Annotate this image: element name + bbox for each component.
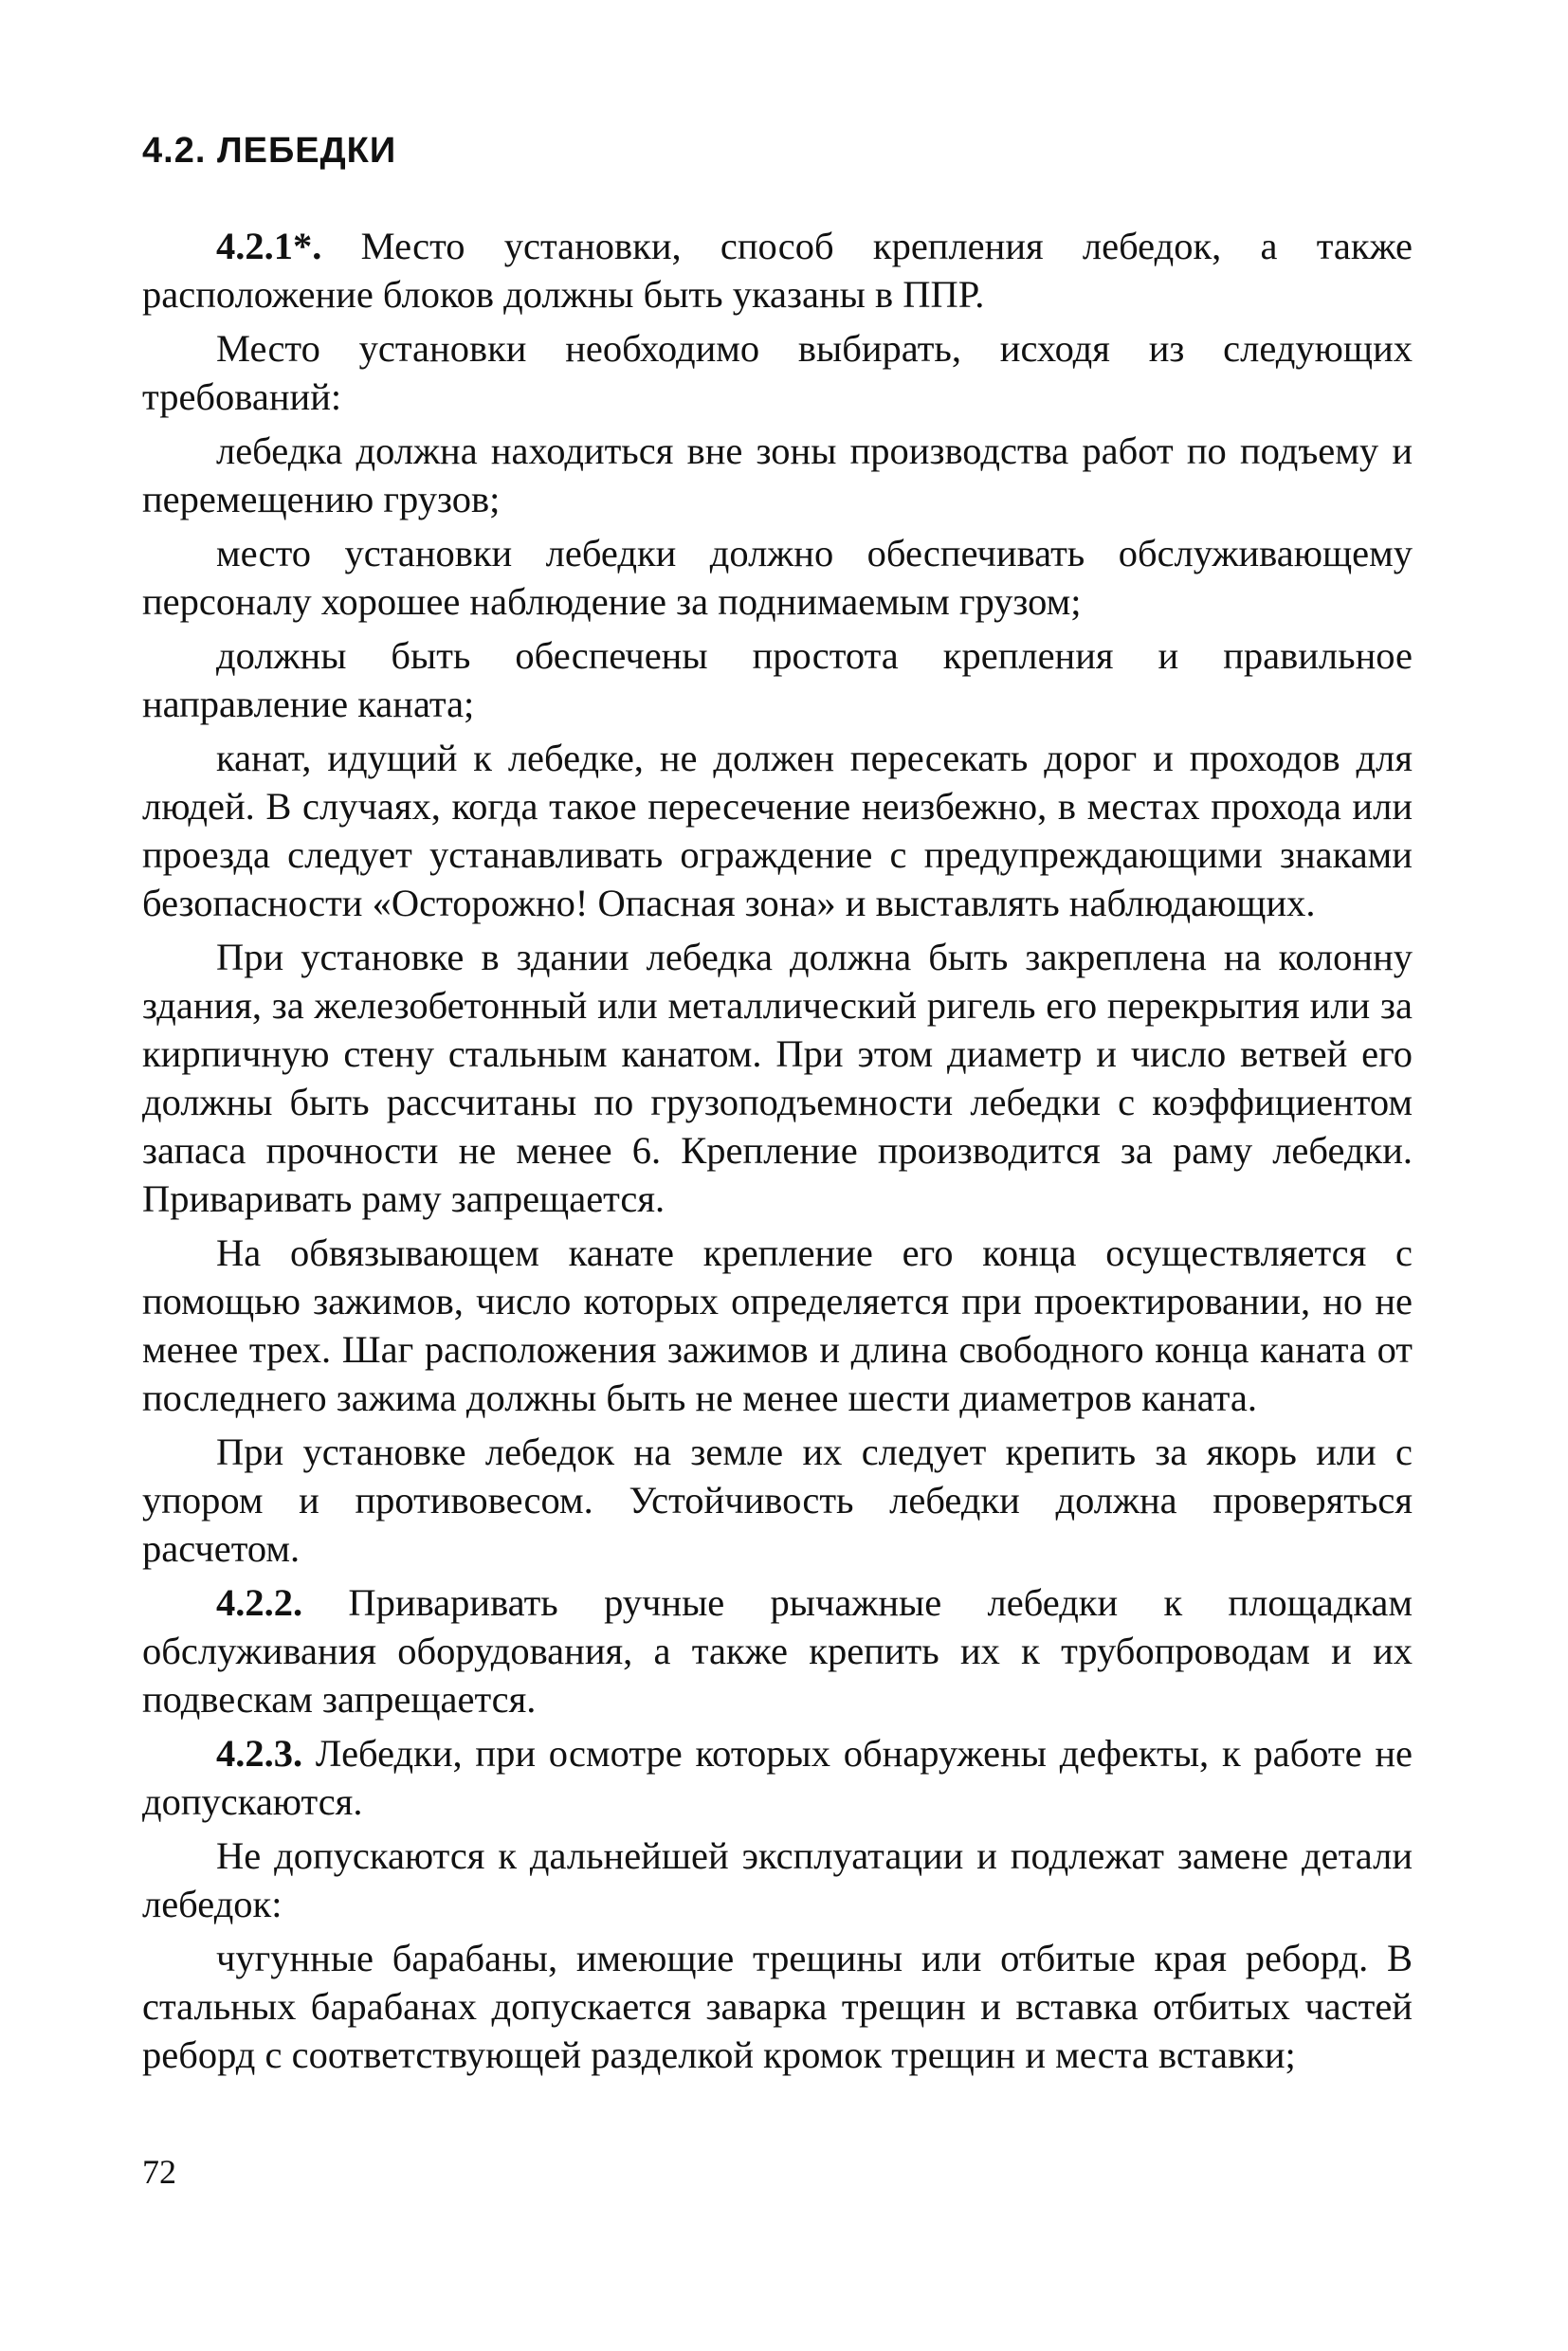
paragraph [142,1729,1413,1826]
paragraph-text: Приваривать ручные рычажные лебедки к площадкам обслуживания оборудования, а также крепить их к трубопроводам и их подвескам запрещается. [142,1581,1413,1721]
paragraph [142,1428,1413,1573]
paragraph [142,933,1413,1223]
paragraph [142,324,1413,421]
clause-number: 4.2.3. [216,1732,303,1775]
paragraph [142,1229,1413,1422]
paragraph-text: Место установки, способ крепления лебедок, а также расположение блоков должны быть указаны в ППР. [142,225,1413,316]
section-heading: 4.2. ЛЕБЕДКИ [142,131,397,171]
paragraph-text: Место установки необходимо выбирать, исходя из следующих требований: [142,327,1413,418]
paragraph [142,529,1413,626]
body-text [142,222,1413,2079]
paragraph [142,222,1413,319]
paragraph-text: При установке в здании лебедка должна быть закреплена на колонну здания, за железобетонный или металлический ригель его перекрытия или за кирпичную стену стальным канатом. При этом диаметр и число ветвей его должны быть рассчитаны по грузоподъемности лебедки с коэффициентом запаса прочности не менее 6. Крепление производится за раму лебедки. Приваривать раму запрещается. [142,936,1413,1220]
paragraph-text: канат, идущий к лебедке, не должен пересекать дорог и проходов для людей. В случаях, когда такое пересечение неизбежно, в местах прохода или проезда следует устанавливать ограждение с предупреждающими знаками безопасности «Осторожно! Опасная зона» и выставлять наблюдающих. [142,737,1413,924]
paragraph-text: должны быть обеспечены простота крепления и правильное направление каната; [142,634,1413,725]
paragraph-text: лебедка должна находиться вне зоны производства работ по подъему и перемещению грузов; [142,429,1413,520]
paragraph-text: На обвязывающем канате крепление его конца осуществляется с помощью зажимов, число которых определяется при проектировании, но не менее трех. Шаг расположения зажимов и длина свободного конца каната от последнего зажима должны быть не менее шести диаметров каната. [142,1231,1413,1419]
paragraph [142,427,1413,523]
paragraph-text: Не допускаются к дальнейшей эксплуатации и подлежат замене детали лебедок: [142,1834,1413,1925]
page-number: 72 [142,2153,176,2191]
paragraph [142,1934,1413,2079]
page-content [142,133,1413,2085]
paragraph-text: место установки лебедки должно обеспечивать обслуживающему персоналу хорошее наблюдение за поднимаемым грузом; [142,532,1413,623]
paragraph-text: Лебедки, при осмотре которых обнаружены дефекты, к работе не допускаются. [142,1732,1413,1823]
clause-number: 4.2.1*. [216,225,322,267]
paragraph-text: чугунные барабаны, имеющие трещины или отбитые края реборд. В стальных барабанах допускается заварка трещин и вставка отбитых частей реборд с соответствующей разделкой кромок трещин и места вставки; [142,1937,1413,2076]
clause-number: 4.2.2. [216,1581,303,1624]
paragraph-text: При установке лебедок на земле их следует крепить за якорь или с упором и противовесом. Устойчивость лебедки должна проверяться расчетом. [142,1431,1413,1570]
paragraph [142,1578,1413,1723]
paragraph [142,631,1413,728]
paragraph [142,734,1413,927]
paragraph [142,1832,1413,1928]
